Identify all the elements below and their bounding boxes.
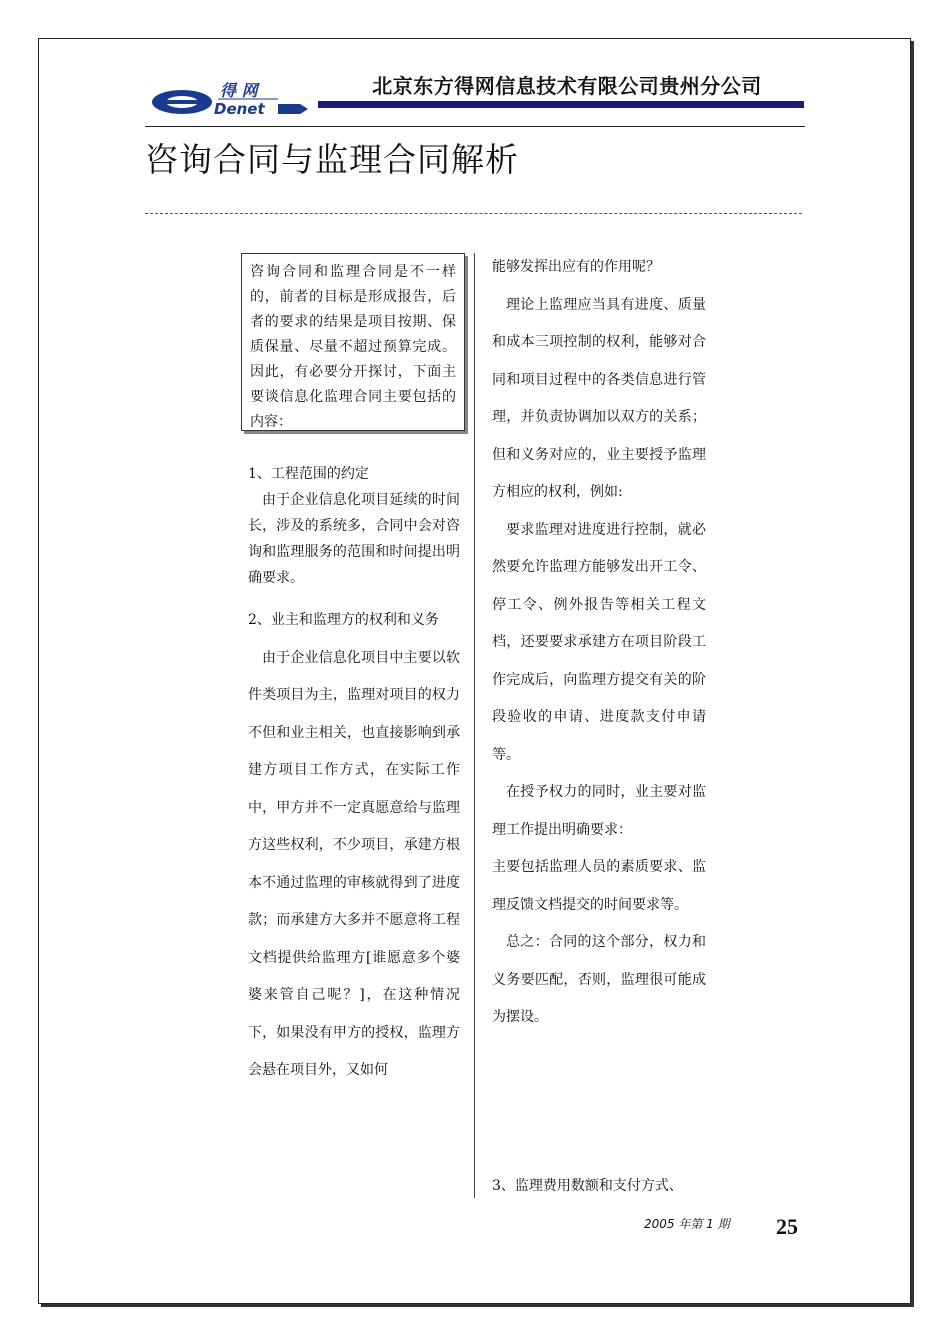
company-bar	[318, 101, 804, 108]
right-paragraph-3: 要求监理对进度进行控制，就必然要允许监理方能够发出开工令、停工令、例外报告等相关工程文档，还要要求承建方在项目阶段工作完成后，向监理方提交有关的阶段验收的申请、进度款支付申请等。	[492, 521, 706, 763]
article-title: 咨询合同与监理合同解析	[145, 140, 519, 179]
header-rule	[145, 126, 805, 127]
right-paragraph-5: 主要包括监理人员的素质要求、监理反馈文档提交的时间要求等。	[492, 859, 706, 913]
section-2	[248, 602, 460, 1090]
section-3-heading: 3、监理费用数额和支付方式、	[492, 1178, 683, 1194]
logo-arrow-icon	[278, 104, 308, 114]
section-1-heading: 1、工程范围的约定	[248, 466, 369, 482]
right-column	[492, 249, 706, 1037]
dashed-divider	[145, 213, 802, 214]
page-number: 25	[776, 1214, 798, 1239]
company-name: 北京东方得网信息技术有限公司贵州分公司	[372, 74, 762, 98]
section-1-body: 由于企业信息化项目延续的时间长，涉及的系统多，合同中会对咨询和监理服务的范围和时间提出明确要求。	[248, 492, 460, 586]
logo-cn-text: 得 网	[220, 81, 258, 100]
right-paragraph-4: 在授予权力的同时，业主要对监理工作提出明确要求：	[492, 784, 706, 838]
section-2-body: 由于企业信息化项目中主要以软件类项目为主，监理对项目的权力不但和业主相关，也直接影响到承建方项目工作方式，在实际工作中，甲方并不一定真愿意给与监理方这些权利，不少项目，承建方根本不通过监理的审核就得到了进度款；而承建方大多并不愿意将工程文档提供给监理方[谁愿意多个婆婆来管自己呢？]，在这种情况下，如果没有甲方的授权，监理方会悬在项目外，又如何	[248, 649, 460, 1078]
right-paragraph-2: 理论上监理应当具有进度、质量和成本三项控制的权利，能够对合同和项目过程中的各类信息进行管理，并负责协调加以双方的关系；但和义务对应的，业主要授予监理方相应的权利，例如:	[492, 296, 706, 500]
footer-issue: 2005 年第 1 期	[644, 1217, 730, 1231]
logo-en-text: Denet	[214, 100, 265, 116]
section-2-heading: 2、业主和监理方的权利和义务	[248, 612, 439, 628]
denet-logo	[150, 80, 315, 116]
section-1	[248, 461, 460, 591]
intro-box: 咨询合同和监理合同是不一样的，前者的目标是形成报告，后者的要求的结果是项目按期、保质保量、尽量不超过预算完成。因此，有必要分开探讨，下面主要谈信息化监理合同主要包括的内容：	[241, 253, 465, 431]
logo-swoosh-bar	[164, 100, 204, 104]
column-divider	[474, 253, 475, 1198]
right-paragraph-1: 能够发挥出应有的作用呢？	[492, 259, 660, 275]
right-paragraph-6: 总之：合同的这个部分，权力和义务要匹配，否则，监理很可能成为摆设。	[492, 934, 706, 1025]
